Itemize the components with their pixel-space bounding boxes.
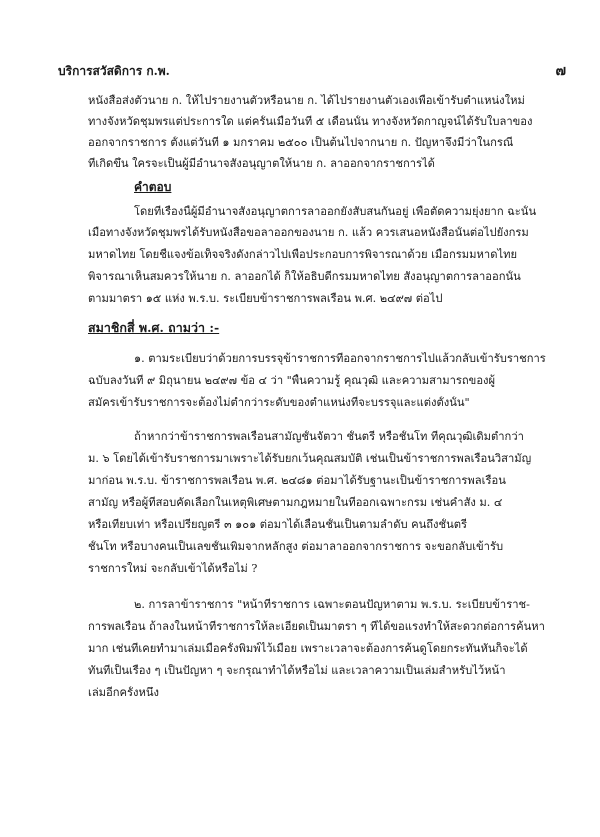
paragraph-line: ม. ๖ โดยได้เข้ารับราชการมาเพราะได้รับยกเว้นคุณสมบัติ เช่นเป็นข้าราชการพลเรือนวิสามัญ — [88, 452, 532, 465]
paragraph-line: ชั้นโท หรือบางคนเป็นเลขชั้นเพิ่มจากหลักสูง ต่อมาลาออกจากราชการ จะขอกลับเข้ารับ — [88, 540, 504, 553]
paragraph-line: เล่มอีกครั้งหนึ่ง — [88, 686, 159, 699]
paragraph-line: ๑. ตามระเบียบว่าด้วยการบรรจุข้าราชการที่ออกจากราชการไปแล้วกลับเข้ารับราชการ — [134, 352, 546, 365]
paragraph-line: ฉบับลงวันที่ ๙ มิถุนายน ๒๔๙๗ ข้อ ๔ ว่า "พื้นความรู้ คุณวุฒิ และความสามารถของผู้ — [88, 374, 496, 387]
paragraph-line: ๒. การลาข้าราชการ "หน้าที่ราชการ เฉพาะตอนปัญหาตาม พ.ร.บ. ระเบียบข้าราช- — [134, 598, 530, 611]
answer-label: คำตอบ — [134, 180, 172, 194]
paragraph-line: สามัญ หรือผู้ที่สอบคัดเลือกในเหตุพิเศษตามกฎหมายในที่ออกเฉพาะกรม เช่นคำสั่ง ม. ๔ — [88, 496, 503, 509]
answer-line: ตามมาตรา ๑๕ แห่ง พ.ร.บ. ระเบียบข้าราชการพลเรือน พ.ศ. ๒๔๙๗ ต่อไป — [88, 292, 443, 305]
paragraph-line: ทางจังหวัดชุมพรแต่ประการใด แต่ครั้นเมื่อวันที่ ๕ เดือนนั้น ทางจังหวัดกาญจน์ได้รับใบลาของ — [88, 115, 533, 128]
paragraph-line: ถ้าหากว่าข้าราชการพลเรือนสามัญชั้นจัตวา ชั้นตรี หรือชั้นโท ที่คุณวุฒิเดิมต่ำกว่า — [134, 430, 524, 443]
paragraph-line: ราชการใหม่ จะกลับเข้าได้หรือไม่ ? — [88, 562, 258, 575]
paragraph-line: หนังสือส่งตัวนาย ก. ให้ไปรายงานตัวหรือนาย ก. ได้ไปรายงานตัวเองเพื่อเข้ารับตำแหน่งใหม่ — [88, 94, 525, 107]
answer-line: มหาดไทย โดยชี้แจงข้อเท็จจริงดังกล่าวไปเพื่อประกอบการพิจารณาด้วย เมื่อกรมมหาดไทย — [88, 248, 518, 261]
paragraph-line: ที่เกิดขึ้น ใครจะเป็นผู้มีอำนาจสั่งอนุญาตให้นาย ก. ลาออกจากราชการได้ — [88, 157, 435, 170]
answer-line: โดยที่เรื่องนี้ผู้มีอำนาจสั่งอนุญาตการลาออกยังสับสนกันอยู่ เพื่อตัดความยุ่งยาก ฉะนั้น — [134, 205, 537, 218]
paragraph-line: ทันที่เป็นเรื่อง ๆ เป็นปัญหา ๆ จะกรุณาทำได้หรือไม่ และเวลาความเป็นเล่มสำหรับไว้หน้า — [88, 664, 506, 677]
answer-line: พิจารณาเห็นสมควรให้นาย ก. ลาออกได้ ก็ให้อธิบดีกรมมหาดไทย สั่งอนุญาตการลาออกนั้น — [88, 270, 521, 283]
paragraph-line: มาก่อน พ.ร.บ. ข้าราชการพลเรือน พ.ศ. ๒๔๘๑ ต่อมาได้รับฐานะเป็นข้าราชการพลเรือน — [88, 474, 506, 487]
header-title: บริการสวัสดิการ ก.พ. — [58, 64, 170, 78]
paragraph-line: มาก เช่นที่เคยทำมาเล่มเมื่อครั้งพิมพ์ไว้เมื่อย เพราะเวลาจะต้องการค้นดูโดยกระทันหันก็จะได้ — [88, 642, 528, 655]
answer-line: เมื่อทางจังหวัดชุมพรได้รับหนังสือขอลาออกของนาย ก. แล้ว ควรเสนอหนังสือนั้นต่อไปยังกรม — [88, 226, 529, 239]
section-heading: สมาชิกสี่ พ.ศ. ถามว่า :- — [88, 320, 220, 335]
paragraph-line: การพลเรือน ถ้าลงในหน้าที่ราชการให้ละเอียดเป็นมาตรา ๆ ที่ได้ขอแรงทำให้สะดวกต่อการค้นหา — [88, 620, 545, 633]
page-header — [58, 60, 566, 82]
paragraph-line: หรือเทียบเท่า หรือเปรียญตรี ๓ ๑๐๑ ต่อมาได้เลื่อนชั้นเป็นตามลำดับ คนถึงชั้นตรี — [88, 518, 467, 531]
page-number: ๗ — [555, 63, 566, 79]
paragraph-line: สมัครเข้ารับราชการจะต้องไม่ต่ำกว่าระดับของตำแหน่งที่จะบรรจุและแต่งตั้งนั้น" — [88, 396, 470, 409]
paragraph-line: ออกจากราชการ ตั้งแต่วันที่ ๑ มกราคม ๒๕๐๐ เป็นต้นไปจากนาย ก. ปัญหาจึงมีว่าในกรณี — [88, 136, 514, 149]
